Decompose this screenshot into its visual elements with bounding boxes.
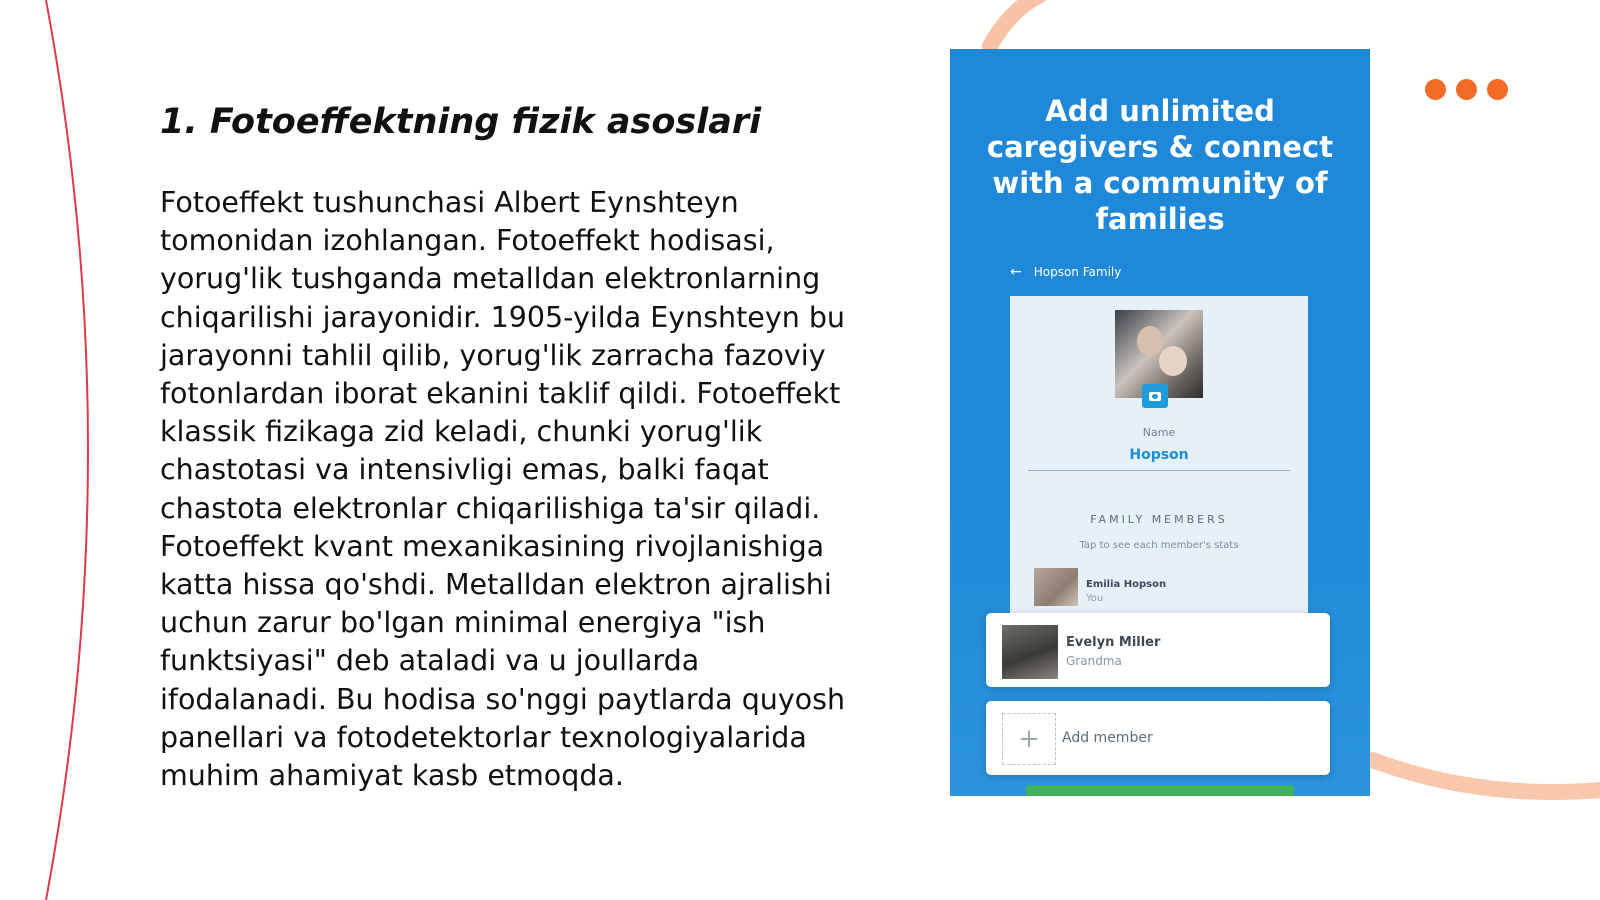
top-orange-swoosh	[990, 0, 1040, 46]
dot	[1487, 79, 1508, 100]
app-headline: Add unlimited caregivers & connect with a community of families	[986, 94, 1334, 236]
photo-face	[1159, 346, 1187, 376]
avatar	[1002, 625, 1058, 679]
avatar	[1034, 568, 1078, 606]
camera-icon[interactable]	[1142, 384, 1168, 408]
back-arrow-icon[interactable]: ←	[1010, 264, 1022, 280]
left-red-arc	[46, 0, 88, 900]
member-name: Emilia Hopson	[1086, 579, 1167, 590]
app-navbar	[1010, 262, 1121, 282]
app-screenshot	[950, 49, 1370, 796]
add-member-button[interactable]	[986, 701, 1330, 775]
dot	[1425, 79, 1446, 100]
camera-lens	[1149, 392, 1161, 401]
more-dots-icon	[1425, 79, 1508, 100]
nav-title: Hopson Family	[1033, 265, 1122, 279]
family-members-subtitle: Tap to see each member's stats	[1079, 540, 1239, 551]
member-role: Grandma	[1066, 654, 1122, 668]
name-label: Name	[1142, 426, 1176, 439]
add-member-label: Add member	[1062, 730, 1153, 746]
photo-face	[1137, 326, 1163, 356]
plus-icon: +	[1002, 713, 1056, 765]
member-row[interactable]	[1034, 568, 1166, 606]
slide-paragraph: Fotoeffekt tushunchasi Albert Eynshteyn tomonidan izohlangan. Fotoeffekt hodisasi, yorug'lik tushganda metalldan elektronlarning chiqarilishi jarayonidir. 1905-yilda Eynshteyn bu jarayonni tahlil qilib, yorug'lik zarracha fazoviy fotonlardan iborat ekanini taklif qildi. Fotoeffekt klassik fizikaga zid keladi, chunki yorug'lik chastotasi va intensivligi emas, balki faqat chastota elektronlar chiqarilishiga ta'sir qiladi. Fotoeffekt kvant mexanikasining rivojlanishiga katta hissa qo'shdi. Metalldan elektron ajralishi uchun zarur bo'lgan minimal energiya "ish funktsiyasi" deb ataladi va u joullarda ifodalanadi. Bu hodisa so'nggi paytlarda quyosh panellari va fotodetektorlar texnologiyalarida muhim ahamiyat kasb etmoqda.	[160, 186, 846, 793]
member-name: Evelyn Miller	[1066, 635, 1161, 650]
family-members-heading: FAMILY MEMBERS	[1090, 513, 1228, 526]
member-card[interactable]	[986, 613, 1330, 687]
bottom-right-orange-swoosh	[1372, 760, 1600, 792]
continue-button[interactable]	[1026, 785, 1294, 796]
dot	[1456, 79, 1477, 100]
family-profile-panel	[1010, 296, 1308, 626]
name-field[interactable]: Hopson	[1129, 447, 1189, 463]
member-role: You	[1086, 593, 1104, 604]
slide-title: 1. Fotoeffektning fizik asoslari	[160, 102, 762, 142]
member-text	[1086, 568, 1166, 606]
name-field-underline	[1028, 470, 1290, 471]
